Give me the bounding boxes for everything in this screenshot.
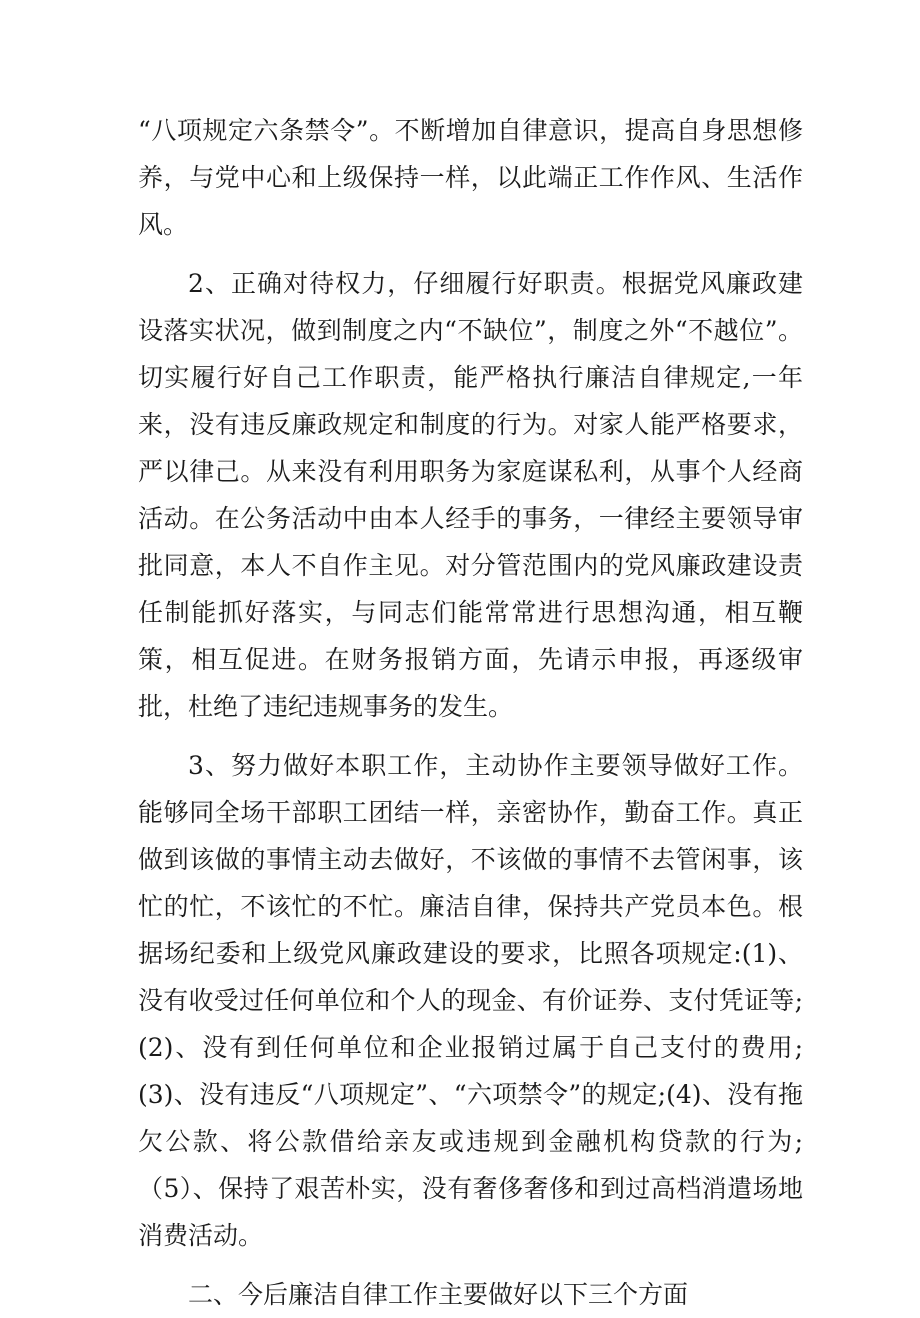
paragraph-continuation: “八项规定六条禁令”。不断增加自律意识，提高自身思想修养，与党中心和上级保持一样，以此端正工作作风、生活作风。 xyxy=(138,116,803,239)
paragraph-item-2: 2、正确对待权力，仔细履行好职责。根据党风廉政建设落实状况，做到制度之内“不缺位”，制度之外“不越位”。切实履行好自己工作职责，能严格执行廉洁自律规定,一年来，没有违反廉政规定和制度的行为。对家人能严格要求，严以律己。从来没有利用职务为家庭谋私利，从事个人经商活动。在公务活动中由本人经手的事务，一律经主要领导审批同意，本人不自作主见。对分管范围内的党风廉政建设责任制能抓好落实，与同志们能常常进行思想沟通，相互鞭策，相互促进。在财务报销方面，先请示申报，再逐级审批，杜绝了违纪违规事务的发生。 xyxy=(138,269,803,721)
paragraph-item-3: 3、努力做好本职工作，主动协作主要领导做好工作。能够同全场干部职工团结一样，亲密协作，勤奋工作。真正做到该做的事情主动去做好，不该做的事情不去管闲事，该忙的忙，不该忙的不忙。廉洁自律，保持共产党员本色。根据场纪委和上级党风廉政建设的要求，比照各项规定:(1)、没有收受过任何单位和个人的现金、有价证券、支付凭证等;(2)、没有到任何单位和企业报销过属于自己支付的费用;(3)、没有违反“八项规定”、“六项禁令”的规定;(4)、没有拖欠公款、将公款借给亲友或违规到金融机构贷款的行为;（5）、保持了艰苦朴实，没有奢侈奢侈和到过高档消遣场地消费活动。 xyxy=(138,751,803,1250)
section-heading: 二、今后廉洁自律工作主要做好以下三个方面 xyxy=(188,1280,689,1309)
document-body xyxy=(138,107,803,1318)
